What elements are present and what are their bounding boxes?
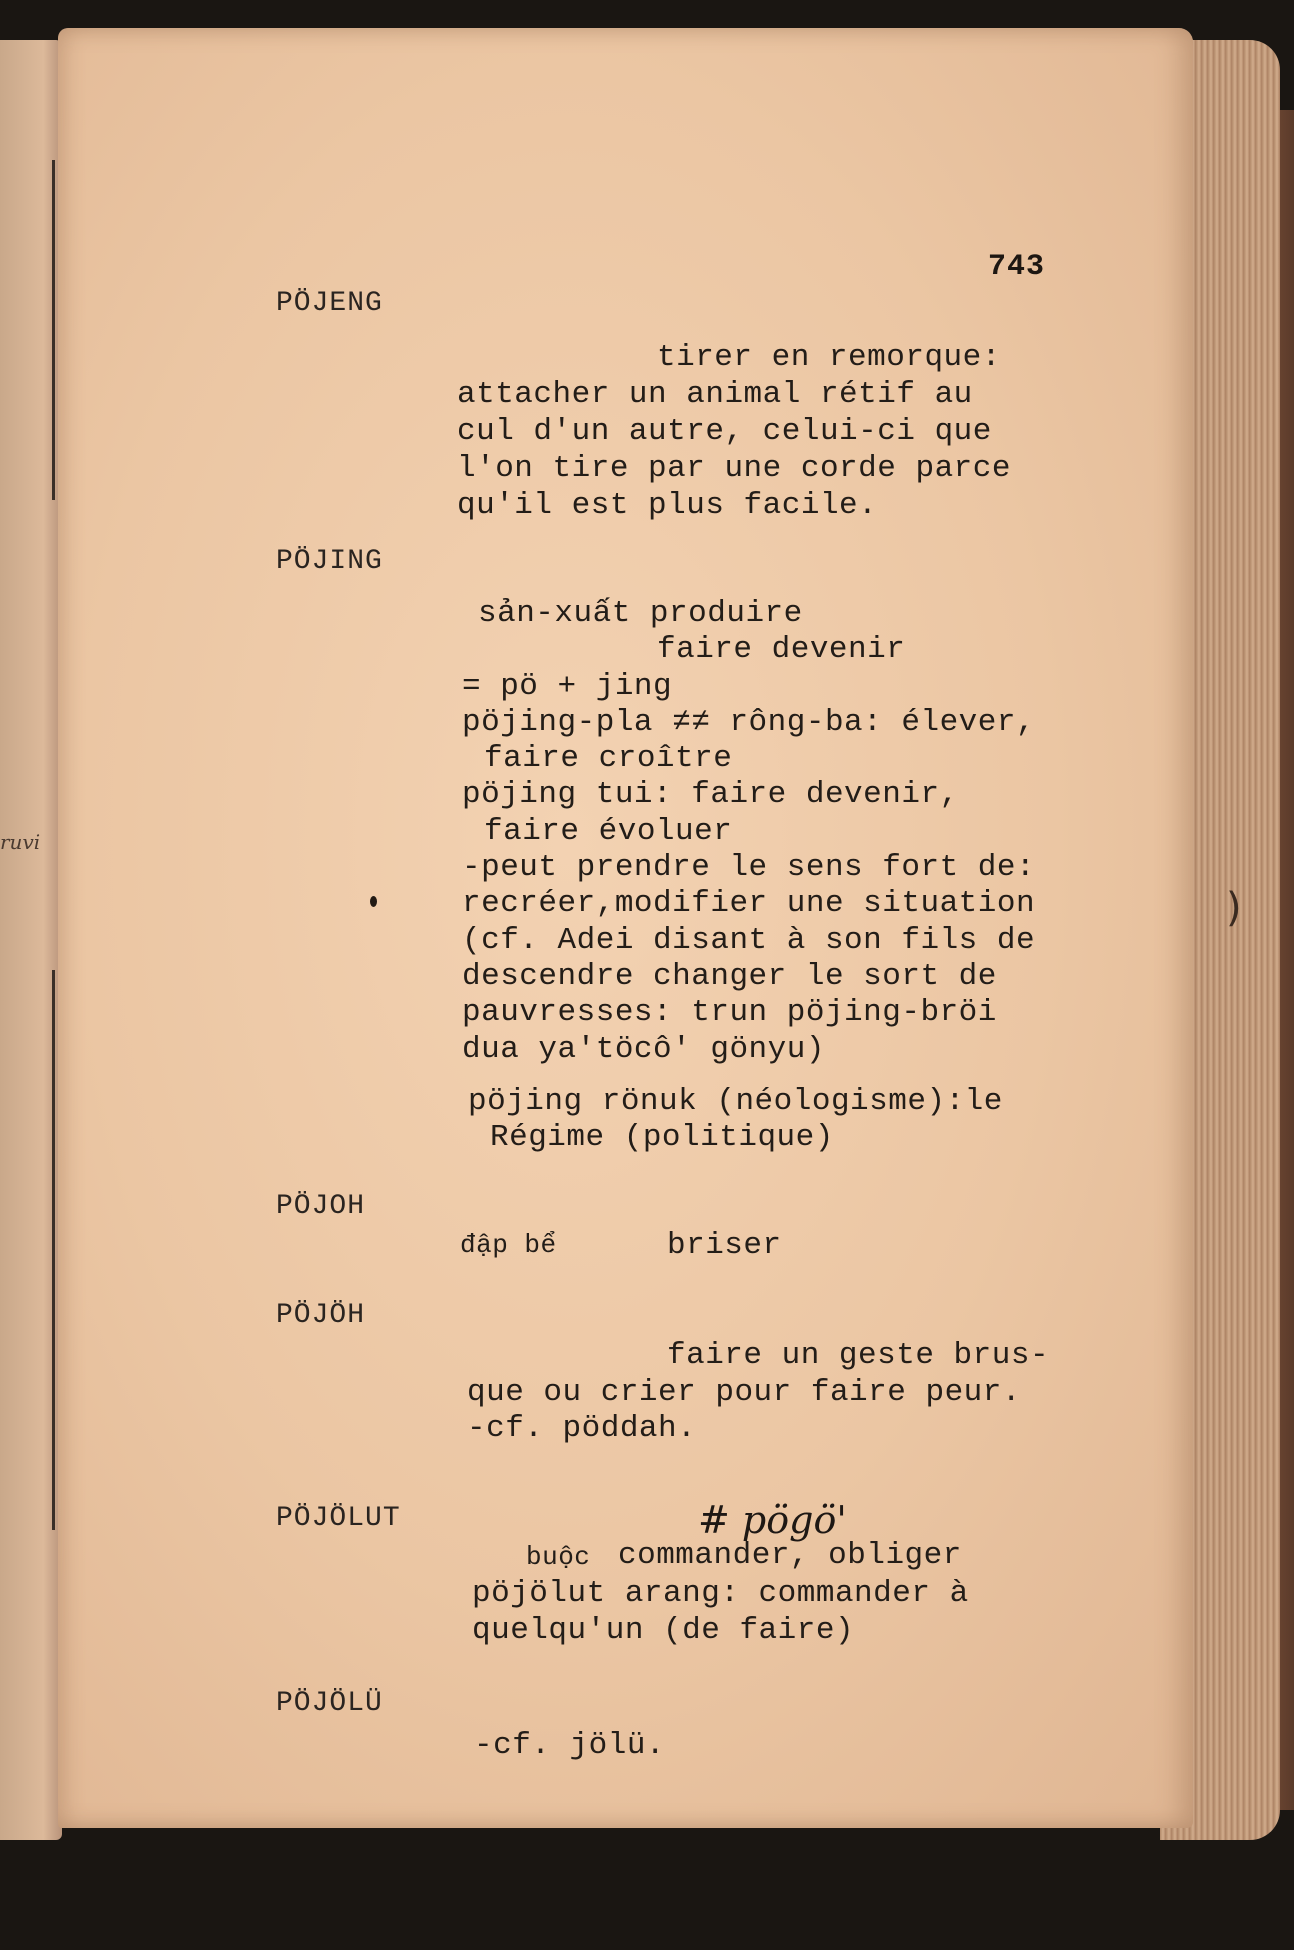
definition-line: que ou crier pour faire peur. xyxy=(467,1375,1021,1410)
definition-line: cul d'un autre, celui-ci que xyxy=(457,414,992,449)
definition-line: quelqu'un (de faire) xyxy=(472,1613,855,1648)
definition-line: (cf. Adei disant à son fils de xyxy=(462,923,1036,958)
headword: PÖJENG xyxy=(276,288,383,319)
definition-line: pauvresses: trun pöjing-bröi xyxy=(462,995,997,1030)
binding-stitch xyxy=(52,970,55,1530)
headword: PÖJÖH xyxy=(276,1300,366,1331)
definition-line: briser xyxy=(667,1228,782,1263)
definition-line: pöjing rönuk (néologisme):le xyxy=(468,1084,1003,1119)
definition-line: attacher un animal rétif au xyxy=(457,377,973,412)
definition-line: faire évoluer xyxy=(484,814,733,849)
definition-line: pöjing tui: faire devenir, xyxy=(462,777,959,812)
definition-line: faire un geste brus- xyxy=(667,1338,1050,1373)
definition-line: commander, obliger xyxy=(618,1538,962,1573)
dictionary-page xyxy=(58,28,1193,1828)
handwritten-annotation: # pögö' xyxy=(698,1498,847,1542)
binding-stitch xyxy=(52,160,55,500)
left-page-edge xyxy=(0,40,62,1840)
definition-line: qu'il est plus facile. xyxy=(457,488,878,523)
ink-dot xyxy=(370,896,377,907)
page-number: 743 xyxy=(988,250,1046,284)
definition-line: dua ya'töcô' gönyu) xyxy=(462,1032,825,1067)
headword: PÖJING xyxy=(276,546,383,577)
definition-line: = pö + jing xyxy=(462,669,673,704)
definition-line: -peut prendre le sens fort de: xyxy=(462,850,1036,885)
vietnamese-gloss: buộc xyxy=(526,1542,591,1572)
margin-bracket: ) xyxy=(1226,885,1242,931)
definition-line: l'on tire par une corde parce xyxy=(457,451,1011,486)
definition-line: -cf. jölü. xyxy=(474,1728,666,1763)
definition-line: recréer,modifier une situation xyxy=(462,886,1036,921)
definition-line: tirer en remorque: xyxy=(657,340,1001,375)
definition-line: -cf. pöddah. xyxy=(467,1411,697,1446)
definition-line: faire croître xyxy=(484,741,733,776)
headword: PÖJOH xyxy=(276,1191,366,1222)
headword: PÖJÖLÜ xyxy=(276,1688,383,1719)
definition-line: descendre changer le sort de xyxy=(462,959,997,994)
definition-line: Régime (politique) xyxy=(490,1120,834,1155)
headword: PÖJÖLUT xyxy=(276,1503,401,1534)
vietnamese-gloss: đập bể xyxy=(460,1230,557,1260)
left-margin-mark: ruvi xyxy=(0,830,41,854)
definition-line: pöjing-pla ≠≠ rông-ba: élever, xyxy=(462,705,1036,740)
definition-line: faire devenir xyxy=(657,632,906,667)
definition-line: sản-xuất produire xyxy=(478,596,803,631)
definition-line: pöjölut arang: commander à xyxy=(472,1576,969,1611)
